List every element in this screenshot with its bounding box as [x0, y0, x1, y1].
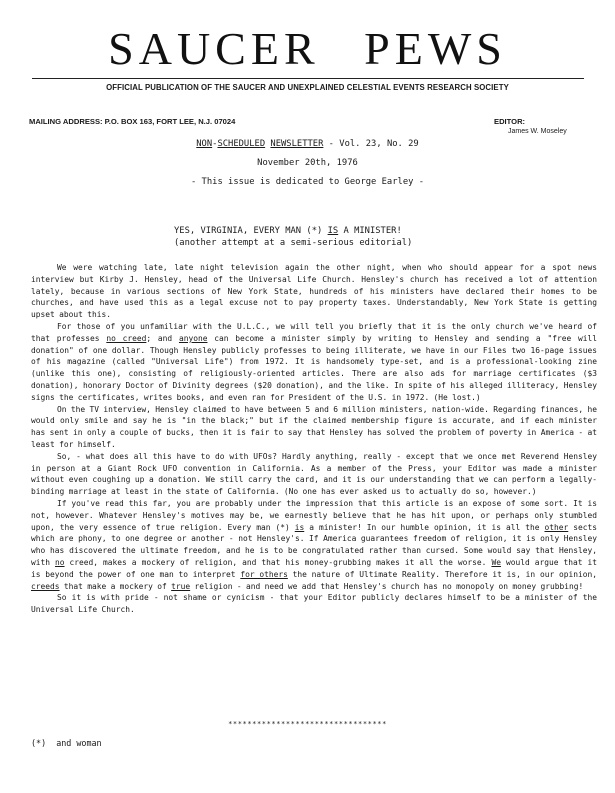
paragraph-text: ; and — [146, 333, 179, 343]
issue-volume: - Vol. 23, No. 29 — [323, 139, 419, 149]
separator-stars: ********************************* — [228, 720, 387, 728]
paragraph-text: So it is with pride - not shame or cynicism - that your Editor publicly declares himself to be a minister of the Universal Life Church. — [31, 593, 597, 615]
editor-label: EDITOR: — [494, 117, 526, 126]
article-paragraph — [31, 321, 597, 404]
editor-name: James W. Moseley — [508, 128, 567, 135]
article-paragraph — [31, 592, 597, 616]
paragraph-text: We were watching late, late night television again the other night, when who should appear for a spot news interview but Kirby J. Hensley, head of the Universal Life Church. Hensley's church has received a lot of attention lately, because in various sections of New York State, hundreds of his ministers have declared their homes to be churches, and have used this as a legal excuse not to pay property taxes. Understandably, New York State is getting upset about this. — [31, 263, 597, 320]
paragraph-text: creed, makes a mockery of religion, and that his money-grubbing makes it all the worse. — [64, 557, 492, 567]
issue-date: November 20th, 1976 — [257, 158, 358, 168]
article-subtitle: (another attempt at a semi-serious editorial) — [174, 238, 413, 248]
paragraph-text: On the TV interview, Hensley claimed to have between 5 and 6 million ministers, nation-wide. Regarding finances, he would only smile and say he is "in the black;" but if the claimed membership figure is accurate, and if each minister has sent in only a couple of bucks, then it is fair to say that Hensley has solved the problem of poverty in America - at least for himself. — [31, 404, 597, 449]
masthead-subtitle: OFFICIAL PUBLICATION OF THE SAUCER AND UNEXPLAINED CELESTIAL EVENTS RESEARCH SOCIETY — [106, 83, 509, 92]
article-title — [174, 225, 402, 237]
paragraph-text: If you've read this far, you are probably under the impression that this article is an expose of some sort. It is not, however. Whatever Hensley's motives may be, we earnestly believe that he has hit upon, or perhaps only stumbled upon, the very essence of true religion. Every man (*) — [31, 498, 597, 532]
issue-newsletter: NEWSLETTER — [270, 139, 324, 149]
article-title-start: YES, VIRGINIA, EVERY MAN (*) — [174, 226, 328, 236]
article-paragraph — [31, 262, 597, 321]
paragraph-text: would argue that it is beyond the power of one man to interpret — [31, 557, 597, 579]
article-title-is: IS — [327, 226, 339, 236]
masthead-divider — [32, 78, 584, 79]
issue-dedication: - This issue is dedicated to George Earley - — [190, 177, 425, 187]
paragraph-text: a minister! In our humble opinion, it is all the — [304, 522, 545, 532]
issue-non: NON — [196, 139, 213, 149]
issue-scheduled: SCHEDULED — [217, 139, 266, 149]
mailing-address: MAILING ADDRESS: P.O. BOX 163, FORT LEE, N.J. 07024 — [29, 117, 236, 126]
article-title-end: A MINISTER! — [338, 226, 402, 236]
footnote: (*) and woman — [31, 738, 102, 748]
emphasis-underline: for others — [240, 569, 288, 579]
emphasis-underline: other — [544, 522, 569, 532]
masthead-title: SAUCER PEWS — [108, 23, 507, 74]
paragraph-text: that make a mockery of — [59, 581, 172, 591]
emphasis-underline: true — [171, 581, 191, 591]
paragraph-text: can become a minister simply by writing to Hensley and sending a "free will donation" of one dollar. Though Hensley publicly professes to being illiterate, we have in our Files two 16-page issues of his magazine (called "Universal Life") from 1972. It is handsomely type-set, and is a professional-looking zine (unlike this one), consisting of religiously-oriented articles. There are also ads for marriage certificates ($3 donation), honorary Doctor of Divinity degrees ($20 donation), and the like. In spite of his alleged illiteracy, Hensley signs the certificates, writes books, and even ran for President of the U.S. in 1972. (He lost.) — [31, 333, 597, 402]
paragraph-text: For those of you unfamiliar with the U.L.C., we will tell you briefly that it is the only church we've heard of that professes — [31, 321, 597, 343]
article-paragraph — [31, 404, 597, 451]
emphasis-underline: creeds — [31, 581, 60, 591]
emphasis-underline: no creed — [106, 333, 147, 343]
issue-heading — [0, 138, 615, 150]
emphasis-underline: is — [294, 522, 305, 532]
emphasis-underline: anyone — [178, 333, 208, 343]
emphasis-underline: We — [491, 557, 501, 567]
article-paragraph — [31, 451, 597, 498]
paragraph-text: So, - what does all this have to do with UFOs? Hardly anything, really - except that we once met Reverend Hensley in person at a Giant Rock UFO convention in California. As a member of the Press, your Editor was made a minister without even coughing up a donation. We still carry the card, and it is our understanding that we can perform a legally-binding marriage at least in the state of California. (No one has ever asked us to actually do so, however.) — [31, 451, 597, 497]
emphasis-underline: no — [55, 557, 65, 567]
paragraph-text: religion - and need we add that Hensley's church has no monopoly on money grubbing! — [190, 581, 584, 591]
paragraph-text: the nature of Ultimate Reality. Therefore it is, in our opinion, — [287, 569, 597, 579]
article-body — [31, 262, 597, 616]
paragraph-text: sects which are phony, to one degree or another - not Hensley's. If America guarantees freedom of religion, it is only Hensley who has discovered the ultimate freedom, and he is to be congratulated rather than cursed. Some would say that Hensley, with — [31, 522, 597, 567]
article-paragraph — [31, 498, 597, 592]
issue-dash: - — [212, 139, 218, 149]
